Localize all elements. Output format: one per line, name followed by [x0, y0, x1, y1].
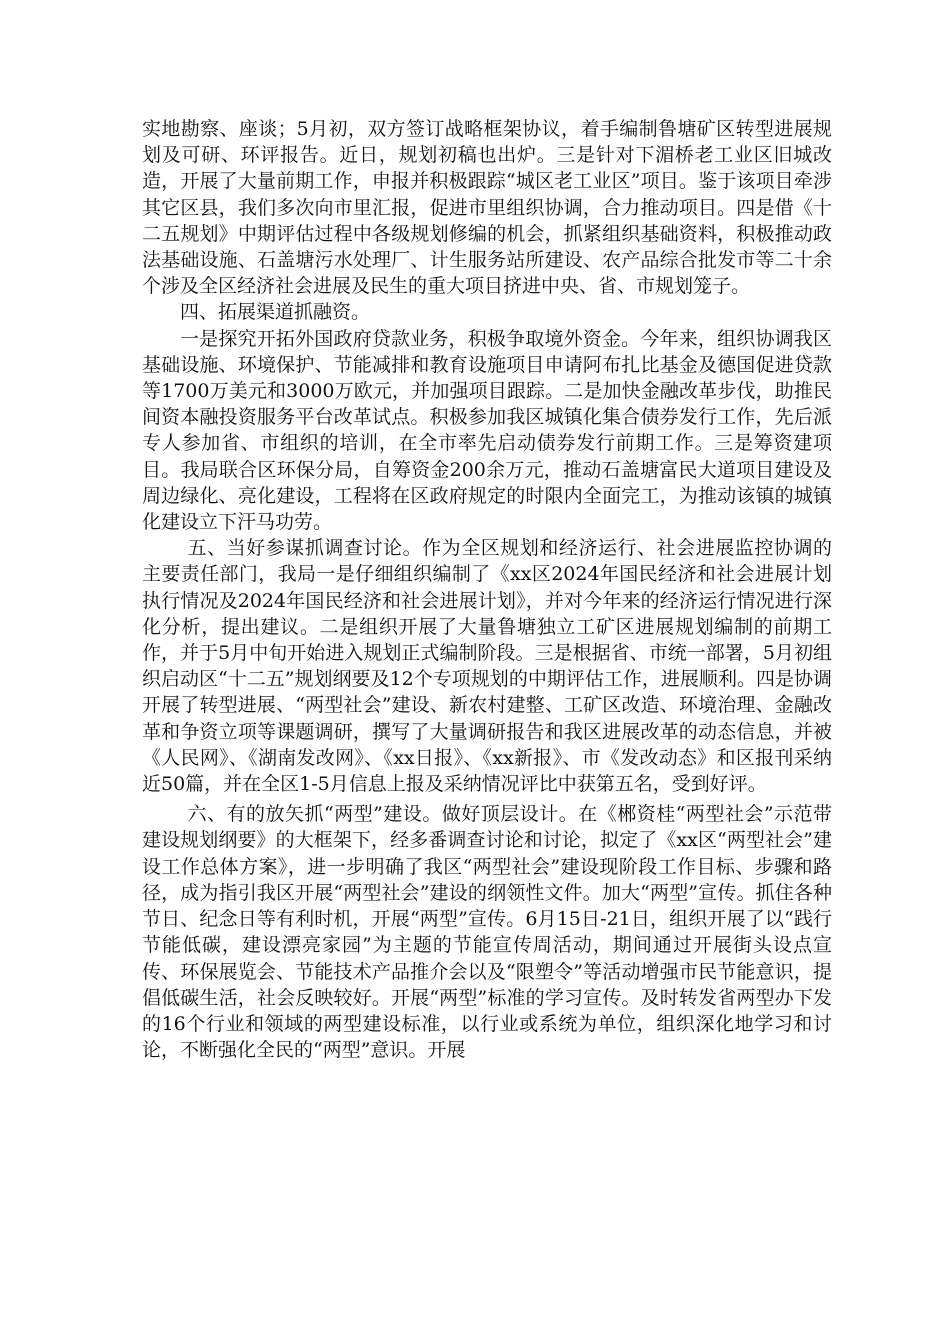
paragraph-research: 五、当好参谋抓调查讨论。作为全区规划和经济运行、社会进展监控协调的主要责任部门，我局一是仔细组织编制了《xx区2024年国民经济和社会进展计划执行情况及2024年国民经济和社会进展计划》，并对今年来的经济运行情况进行深化分析，提出建议。二是组织开展了大量鲁塘独立工矿区进展规划编制的前期工作，并于5月中旬开始进入规划正式编制阶段。三是根据省、市统一部署，5月初组织启动区“十二五”规划纲要及12个专项规划的中期评估工作，进展顺利。四是协调开展了转型进展、“两型社会”建设、新农村建整、工矿区改造、环境治理、金融改革和争资立项等课题调研，撰写了大量调研报告和我区进展改革的动态信息，并被《人民网》、《湖南发改网》、《xx日报》、《xx新报》、市《发改动态》和区报刊采纳近50篇，并在全区1-5月信息上报及采纳情况评比中获第五名，受到好评。 [142, 537, 832, 796]
section-heading-financing: 四、拓展渠道抓融资。 [180, 301, 371, 324]
paragraph-continuation: 实地勘察、座谈；5月初，双方签订战略框架协议，着手编制鲁塘矿区转型进展规划及可研、环评报告。近日，规划初稿也出炉。三是针对下湄桥老工业区旧城改造，开展了大量前期工作，申报并积极跟踪“城区老工业区”项目。鉴于该项目牵涉其它区县，我们多次向市里汇报，促进市里组织协调，合力推动项目。四是借《十二五规划》中期评估过程中各级规划修编的机会，抓紧组织基础资料，积极推动政法基础设施、石盖塘污水处理厂、计生服务站所建设、农产品综合批发市等二十余个涉及全区经济社会进展及民生的重大项目挤进中央、省、市规划笼子。 [142, 118, 832, 298]
paragraph-financing: 一是探究开拓外国政府贷款业务，积极争取境外资金。今年来，组织协调我区基础设施、环境保护、节能减排和教育设施项目申请阿布扎比基金及德国促进贷款等1700万美元和3000万欧元，并加强项目跟踪。二是加快金融改革步伐，助推民间资本融投资服务平台改革试点。积极参加我区城镇化集合债券发行工作，先后派专人参加省、市组织的培训，在全市率先启动债券发行前期工作。三是筹资建项目。我局联合区环保分局，自筹资金200余万元，推动石盖塘富民大道项目建设及周边绿化、亮化建设，工程将在区政府规定的时限内全面完工，为推动该镇的城镇化建设立下汗马功劳。 [142, 327, 832, 534]
paragraph-two-type-construction: 六、有的放矢抓“两型”建设。做好顶层设计。在《郴资桂“两型社会”示范带建设规划纲要》的大框架下，经多番调查讨论和讨论，拟定了《xx区“两型社会”建设工作总体方案》，进一步明确了我区“两型社会”建设现阶段工作目标、步骤和路径，成为指引我区开展“两型社会”建设的纲领性文件。加大“两型”宣传。抓住各种节日、纪念日等有利时机，开展“两型”宣传。6月15日-21日，组织开展了以“践行节能低碳，建设漂亮家园”为主题的节能宣传周活动，期间通过开展街头设点宣传、环保展览会、节能技术产品推介会以及“限塑令”等活动增强市民节能意识，提倡低碳生活，社会反映较好。开展“两型”标准的学习宣传。及时转发省两型办下发的16个行业和领域的两型建设标准，以行业或系统为单位，组织深化地学习和讨论，不断强化全民的“两型”意识。开展 [142, 803, 832, 1062]
